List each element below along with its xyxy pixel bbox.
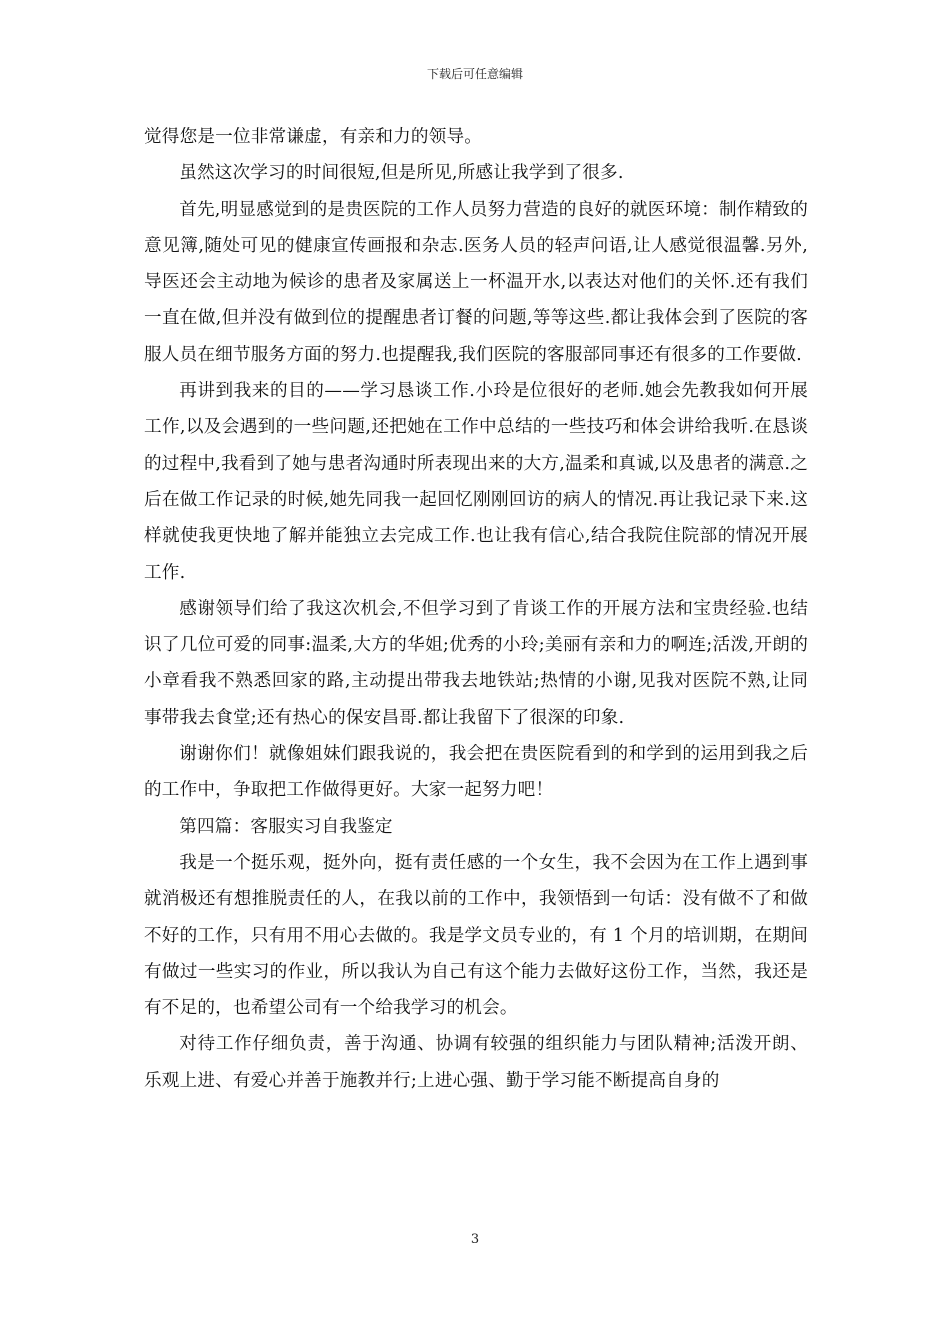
section-heading: 第四篇：客服实习自我鉴定 — [179, 816, 393, 837]
page-number: 3 — [470, 1232, 480, 1247]
paragraph: 虽然这次学习的时间很短,但是所见,所感让我学到了很多. — [179, 163, 624, 184]
paragraph: 感谢领导们给了我这次机会,不但学习到了肯谈工作的开展方法和宝贵经验.也结识了几位可爱的同事:温柔,大方的华姐;优秀的小玲;美丽有亲和力的啊连;活泼,开朗的小章看我不熟悉回家的路,主动提出带我去地铁站;热情的小谢,见我对医院不熟,让同事带我去食堂;还有热心的保安昌哥.都让我留下了很深的印象. — [144, 598, 808, 728]
document-body — [144, 119, 808, 1099]
paragraph: 谢谢你们！就像姐妹们跟我说的，我会把在贵医院看到的和学到的运用到我之后的工作中，争取把工作做得更好。大家一起努力吧！ — [144, 744, 808, 801]
paragraph: 对待工作仔细负责，善于沟通、协调有较强的组织能力与团队精神;活泼开朗、乐观上进、有爱心并善于施教并行;上进心强、勤于学习能不断提高自身的 — [144, 1034, 808, 1091]
paragraph: 觉得您是一位非常谦虚，有亲和力的领导。 — [144, 127, 483, 147]
paragraph: 我是一个挺乐观，挺外向，挺有责任感的一个女生，我不会因为在工作上遇到事就消极还有想推脱责任的人，在我以前的工作中，我领悟到一句话：没有做不了和做不好的工作，只有用不用心去做的。我是学文员专业的，有 1 个月的培训期，在期间有做过一些实习的作业，所以我认为自己有这个能力去做好这份工作，当然，我还是有不足的，也希望公司有一个给我学习的机会。 — [144, 852, 808, 1019]
paragraph: 首先,明显感觉到的是贵医院的工作人员努力营造的良好的就医环境：制作精致的意见簿,随处可见的健康宣传画报和杂志.医务人员的轻声问语,让人感觉很温馨.另外,导医还会主动地为候诊的患者及家属送上一杯温开水,以表达对他们的关怀.还有我们一直在做,但并没有做到位的提醒患者订餐的问题,等等这些.都让我体会到了医院的客服人员在细节服务方面的努力.也提醒我,我们医院的客服部同事还有很多的工作要做. — [144, 199, 808, 365]
page-header: 下载后可任意编辑 — [426, 67, 523, 81]
paragraph: 再讲到我来的目的——学习恳谈工作.小玲是位很好的老师.她会先教我如何开展工作,以及会遇到的一些问题,还把她在工作中总结的一些技巧和体会讲给我听.在恳谈的过程中,我看到了她与患者沟通时所表现出来的大方,温柔和真诚,以及患者的满意.之后在做工作记录的时候,她先同我一起回忆刚刚回访的病人的情况.再让我记录下来.这样就使我更快地了解并能独立去完成工作.也让我有信心,结合我院住院部的情况开展工作. — [144, 381, 808, 583]
